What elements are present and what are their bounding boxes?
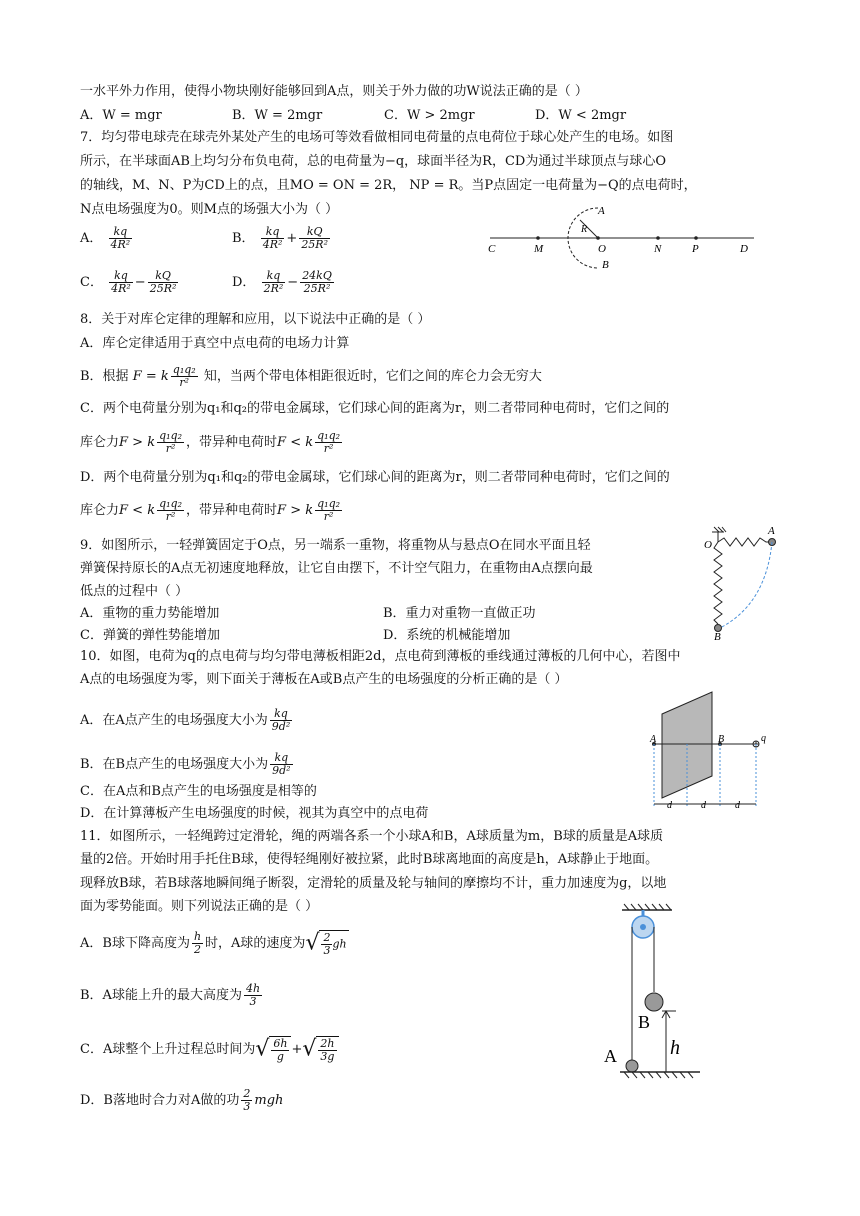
- q10-option-c: C．在A点和B点产生的电场强度是相等的: [80, 784, 317, 799]
- q10-label-d2: d: [701, 800, 706, 811]
- q7-option-b: B． $\frac{kq}{\text{4R²}}$ + $\frac{kQ}{\text{25R²}}$: [232, 225, 329, 251]
- q10-label-d3: d: [735, 800, 740, 811]
- q11-pulley-diagram: [600, 900, 710, 1082]
- q10-option-b: B．在B点产生的电场强度大小为 $\frac{kq}{\text{9d²}}$: [80, 751, 291, 777]
- q10-option-a: A．在A点产生的电场强度大小为 $\frac{kq}{\text{9d²}}$: [80, 707, 291, 733]
- q11-option-c: C．A球整个上升过程总时间为√ $\frac{6h}{g}$ +√ $\frac{2h}{3g}$: [80, 1036, 339, 1063]
- q11-label-a: A: [604, 1046, 617, 1066]
- q9-label-b: B: [714, 631, 721, 642]
- q7-label-m: M: [534, 243, 544, 255]
- q6-stem: 一水平外力作用，使得小物块刚好能够回到A点，则关于外力做的功W说法正确的是（ ）: [80, 84, 588, 99]
- q11-line3: 现释放B球，若B球落地瞬间绳子断裂，定滑轮的质量及轮与轴间的摩擦均不计，重力加速度为g，以地: [80, 876, 667, 891]
- q9-option-b: B．重力对重物一直做正功: [383, 606, 536, 621]
- q7-label-n: N: [654, 243, 662, 255]
- q8-option-c-line1: C．两个电荷量分别为q₁和q₂的带电金属球，它们球心间的距离为r，则二者带同种电荷时，它们之间的: [80, 401, 670, 416]
- q10-label-q: q: [761, 733, 766, 744]
- q8-option-b: B．根据 F = k $\frac{\text{q₁q₂}}{\text{r²}}$ 知，当两个带电体相距很近时，它们之间的库仑力会无穷大: [80, 363, 542, 389]
- q11-option-b: B．A球能上升的最大高度为 $\frac{4h}{3}$: [80, 982, 261, 1008]
- q11-option-a: A．B球下降高度为 $\frac{h}{2}$ 时，A球的速度为√ $\frac{2}{3}$ gh: [80, 930, 347, 957]
- q6-option-d: D．W < 2mgr: [535, 108, 627, 123]
- q7-line3: 的轴线，M、N、P为CD上的点，且MO = ON = 2R， NP = R。当P点固定一电荷量为−Q的点电荷时，: [80, 178, 697, 193]
- q7-hemisphere-diagram: [480, 202, 770, 272]
- q8-option-a: A．库仑定律适用于真空中点电荷的电场力计算: [80, 336, 350, 351]
- q7-label-r: R: [581, 224, 588, 235]
- q9-option-d: D．系统的机械能增加: [383, 628, 511, 643]
- q8-option-d-line2: 库仑力F < k $\frac{\text{q₁q₂}}{\text{r²}}$ ，带异种电荷时F > k $\frac{\text{q₁q₂}}{\text{r²}}$: [80, 497, 341, 523]
- q10-line1: 10．如图，电荷为q的点电荷与均匀带电薄板相距2d，点电荷到薄板的垂线通过薄板的几何中心，若图中: [80, 649, 681, 664]
- q9-line3: 低点的过程中（ ）: [80, 584, 189, 599]
- q9-label-o: O: [704, 539, 712, 551]
- q11-label-b: B: [638, 1012, 651, 1032]
- q7-option-a: A． $\frac{kq}{\text{4R²}}$: [80, 225, 131, 251]
- q11-label-h: h: [670, 1037, 680, 1059]
- q9-spring-diagram: [700, 524, 784, 642]
- q11-line4: 面为零势能面。则下列说法正确的是（ ）: [80, 899, 319, 914]
- q7-line2: 所示，在半球面AB上均匀分布负电荷，总的电荷量为−q，球面半径为R，CD为通过半球顶点与球心O: [80, 154, 666, 169]
- q7-label-d: D: [740, 243, 748, 255]
- q6-option-c: C．W > 2mgr: [384, 108, 475, 123]
- q7-label-o: O: [598, 243, 606, 255]
- q10-label-d1: d: [667, 800, 672, 811]
- q8-stem: 8．关于对库仑定律的理解和应用，以下说法中正确的是（ ）: [80, 312, 431, 327]
- q10-label-a: A: [650, 734, 657, 745]
- q8-option-c-line2: 库仑力F > k $\frac{\text{q₁q₂}}{\text{r²}}$ ，带异种电荷时F < k $\frac{\text{q₁q₂}}{\text{r²}}$: [80, 429, 341, 455]
- q11-line2: 量的2倍。开始时用手托住B球，使得轻绳刚好被拉紧，此时B球离地面的高度是h，A球静止于地面。: [80, 852, 659, 867]
- q6-option-b: B．W = 2mgr: [232, 108, 323, 123]
- q11-line1: 11．如图所示，一轻绳跨过定滑轮，绳的两端各系一个小球A和B，A球质量为m，B球的质量是A球质: [80, 829, 664, 844]
- q7-option-d: D． $\frac{kq}{\text{2R²}}$ − $\frac{24kQ}{\text{25R²}}$: [232, 269, 332, 295]
- q7-option-c: C． $\frac{kq}{\text{4R²}}$ − $\frac{kQ}{\text{25R²}}$: [80, 269, 177, 295]
- q7-label-b: B: [602, 259, 609, 271]
- q9-line2: 弹簧保持原长的A点无初速度地释放，让它自由摆下，不计空气阻力，在重物由A点摆向最: [80, 561, 593, 576]
- q7-line4: N点电场强度为0。则M点的场强大小为（ ）: [80, 202, 339, 217]
- q10-option-d: D．在计算薄板产生电场强度的时候，视其为真空中的点电荷: [80, 806, 429, 821]
- q10-line2: A点的电场强度为零，则下面关于薄板在A或B点产生的电场强度的分析正确的是（ ）: [80, 672, 568, 687]
- q6-option-a: A．W = mgr: [80, 108, 162, 123]
- q9-option-c: C．弹簧的弹性势能增加: [80, 628, 220, 643]
- q9-line1: 9．如图所示，一轻弹簧固定于O点，另一端系一重物，将重物从与悬点O在同水平面且轻: [80, 538, 591, 553]
- q9-label-a: A: [768, 525, 775, 537]
- q9-option-a: A．重物的重力势能增加: [80, 606, 220, 621]
- q7-label-p: P: [692, 243, 699, 255]
- q11-option-d: D．B落地时合力对A做的功 $\frac{2}{3}$ mgh: [80, 1087, 284, 1113]
- q8-option-d-line1: D．两个电荷量分别为q₁和q₂的带电金属球，它们球心间的距离为r，则二者带同种电荷时，它们之间的: [80, 470, 670, 485]
- q7-label-c: C: [488, 243, 496, 255]
- q10-label-b: B: [718, 734, 725, 745]
- q7-line1: 7．均匀带电球壳在球壳外某处产生的电场可等效看做相同电荷量的点电荷位于球心处产生的电场。如图: [80, 130, 674, 145]
- q10-plate-diagram: [640, 688, 780, 816]
- q7-label-a: A: [598, 205, 605, 217]
